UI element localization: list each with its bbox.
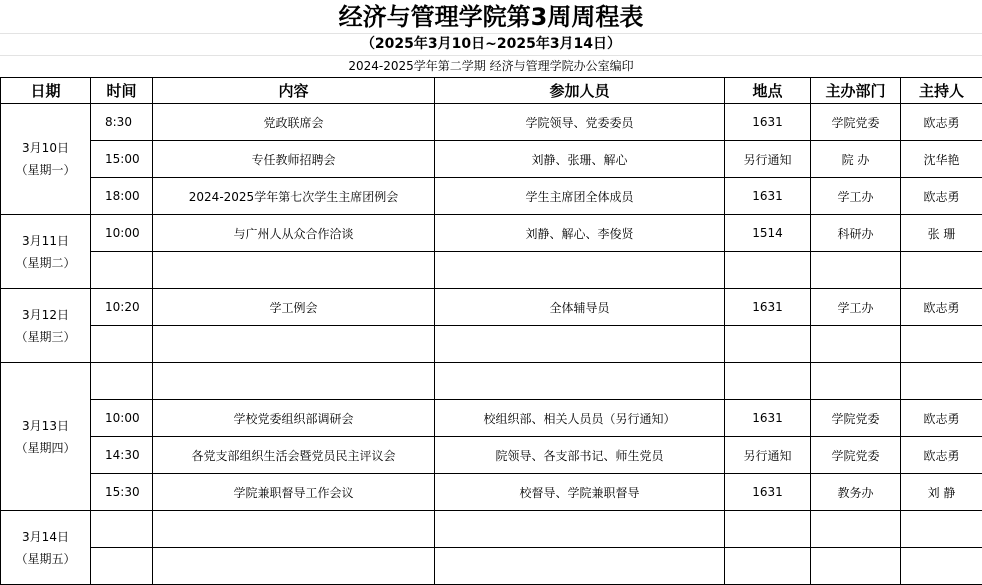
organizer-cell [811, 252, 901, 289]
weekday-label: （星期一） [1, 159, 90, 181]
organizer-cell: 学工办 [811, 178, 901, 215]
host-cell [901, 252, 982, 289]
organizer-cell: 科研办 [811, 215, 901, 252]
date-cell [1, 215, 91, 289]
column-header-participants: 参加人员 [435, 78, 725, 104]
table-row [1, 437, 982, 474]
content-cell: 与广州人从众合作洽谈 [153, 215, 435, 252]
organizer-cell [811, 511, 901, 548]
time-cell: 10:00 [91, 215, 153, 252]
location-cell [725, 511, 811, 548]
table-row [1, 363, 982, 400]
editor-line: 2024-2025学年第二学期 经济与管理学院办公室编印 [0, 56, 982, 76]
table-row [1, 215, 982, 252]
column-header-content: 内容 [153, 78, 435, 104]
table-row [1, 178, 982, 215]
table-row [1, 326, 982, 363]
host-cell: 张 珊 [901, 215, 982, 252]
location-cell: 1631 [725, 474, 811, 511]
date-range: （2025年3月10日~2025年3月14日） [0, 33, 982, 55]
participants-cell [435, 252, 725, 289]
host-cell [901, 326, 982, 363]
organizer-cell: 学院党委 [811, 400, 901, 437]
content-cell: 党政联席会 [153, 104, 435, 141]
location-cell [725, 252, 811, 289]
weekday-label: （星期三） [1, 326, 90, 348]
table-row [1, 548, 982, 585]
date-label: 3月11日 [1, 230, 90, 252]
header-row [1, 78, 982, 104]
host-cell [901, 548, 982, 585]
participants-cell [435, 363, 725, 400]
time-cell [91, 363, 153, 400]
location-cell [725, 363, 811, 400]
weekday-label: （星期五） [1, 548, 90, 570]
date-label: 3月10日 [1, 137, 90, 159]
participants-cell: 校组织部、相关人员员（另行通知） [435, 400, 725, 437]
host-cell: 欧志勇 [901, 289, 982, 326]
host-cell: 沈华艳 [901, 141, 982, 178]
table-row [1, 400, 982, 437]
participants-cell: 院领导、各支部书记、师生党员 [435, 437, 725, 474]
date-label: 3月14日 [1, 526, 90, 548]
content-cell [153, 252, 435, 289]
schedule-table [0, 77, 982, 585]
host-cell [901, 511, 982, 548]
organizer-cell: 院 办 [811, 141, 901, 178]
location-cell [725, 548, 811, 585]
time-cell [91, 326, 153, 363]
table-row [1, 104, 982, 141]
time-cell: 10:00 [91, 400, 153, 437]
location-cell: 另行通知 [725, 437, 811, 474]
participants-cell [435, 511, 725, 548]
host-cell: 欧志勇 [901, 437, 982, 474]
content-cell [153, 326, 435, 363]
table-row [1, 289, 982, 326]
column-header-date: 日期 [1, 78, 91, 104]
participants-cell: 校督导、学院兼职督导 [435, 474, 725, 511]
participants-cell: 全体辅导员 [435, 289, 725, 326]
organizer-cell [811, 326, 901, 363]
column-header-time: 时间 [91, 78, 153, 104]
organizer-cell: 学院党委 [811, 437, 901, 474]
participants-cell [435, 548, 725, 585]
date-cell [1, 289, 91, 363]
participants-cell: 刘静、张珊、解心 [435, 141, 725, 178]
weekday-label: （星期四） [1, 437, 90, 459]
host-cell: 刘 静 [901, 474, 982, 511]
table-row [1, 511, 982, 548]
participants-cell: 刘静、解心、李俊贤 [435, 215, 725, 252]
content-cell [153, 548, 435, 585]
time-cell [91, 252, 153, 289]
time-cell: 18:00 [91, 178, 153, 215]
location-cell: 1631 [725, 104, 811, 141]
column-header-organizer: 主办部门 [811, 78, 901, 104]
time-cell: 14:30 [91, 437, 153, 474]
column-header-host: 主持人 [901, 78, 982, 104]
content-cell: 学校党委组织部调研会 [153, 400, 435, 437]
location-cell: 1514 [725, 215, 811, 252]
content-cell: 学工例会 [153, 289, 435, 326]
content-cell: 专任教师招聘会 [153, 141, 435, 178]
table-row [1, 474, 982, 511]
organizer-cell: 学工办 [811, 289, 901, 326]
location-cell: 另行通知 [725, 141, 811, 178]
time-cell: 10:20 [91, 289, 153, 326]
weekday-label: （星期二） [1, 252, 90, 274]
location-cell: 1631 [725, 289, 811, 326]
location-cell [725, 326, 811, 363]
time-cell [91, 548, 153, 585]
date-cell [1, 511, 91, 585]
content-cell: 各党支部组织生活会暨党员民主评议会 [153, 437, 435, 474]
time-cell: 15:00 [91, 141, 153, 178]
location-cell: 1631 [725, 400, 811, 437]
content-cell [153, 363, 435, 400]
host-cell: 欧志勇 [901, 400, 982, 437]
page-title: 经济与管理学院第3周周程表 [0, 0, 982, 33]
participants-cell [435, 326, 725, 363]
table-row [1, 252, 982, 289]
participants-cell: 学生主席团全体成员 [435, 178, 725, 215]
time-cell: 15:30 [91, 474, 153, 511]
date-cell [1, 363, 91, 511]
time-cell: 8:30 [91, 104, 153, 141]
content-cell [153, 511, 435, 548]
date-label: 3月13日 [1, 415, 90, 437]
date-label: 3月12日 [1, 304, 90, 326]
participants-cell: 学院领导、党委委员 [435, 104, 725, 141]
column-header-location: 地点 [725, 78, 811, 104]
organizer-cell: 教务办 [811, 474, 901, 511]
host-cell [901, 363, 982, 400]
time-cell [91, 511, 153, 548]
location-cell: 1631 [725, 178, 811, 215]
organizer-cell: 学院党委 [811, 104, 901, 141]
content-cell: 学院兼职督导工作会议 [153, 474, 435, 511]
host-cell: 欧志勇 [901, 104, 982, 141]
organizer-cell [811, 363, 901, 400]
host-cell: 欧志勇 [901, 178, 982, 215]
table-row [1, 141, 982, 178]
organizer-cell [811, 548, 901, 585]
date-cell [1, 104, 91, 215]
content-cell: 2024-2025学年第七次学生主席团例会 [153, 178, 435, 215]
